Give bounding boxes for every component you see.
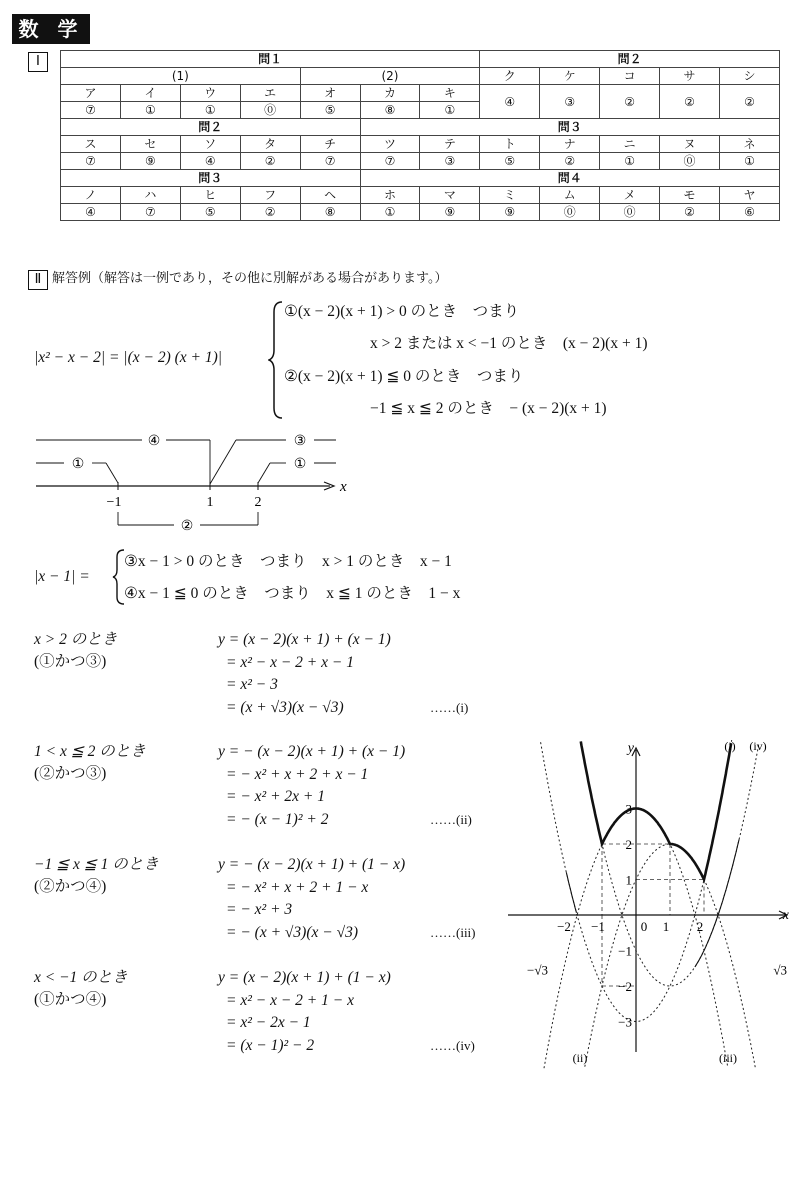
tick-label: 1	[206, 495, 214, 510]
answer-table	[60, 50, 780, 221]
answer-key: ミ	[480, 187, 540, 204]
answer-key: キ	[420, 85, 480, 102]
abs2-lhs: |x − 1| =	[34, 568, 90, 585]
answer-key: ア	[61, 85, 121, 102]
group-header: 問３	[360, 119, 779, 136]
table-row	[61, 68, 780, 85]
case-line: = x² − x − 2 + x − 1	[226, 654, 354, 671]
label-region-2: ②	[180, 519, 194, 534]
page-title: 数 学	[12, 14, 90, 44]
answer-key: ノ	[61, 187, 121, 204]
answer-value: ②	[660, 204, 720, 221]
annotation-pos-sqrt3: √3	[773, 962, 787, 978]
case-line: = (x − 1)² − 2	[226, 1037, 315, 1054]
answer-key: テ	[420, 136, 480, 153]
answer-key: セ	[120, 136, 180, 153]
answer-value: ③	[420, 153, 480, 170]
group-header: 問３	[61, 170, 361, 187]
group-header: 問２	[61, 119, 361, 136]
answer-value: ③	[540, 85, 600, 119]
table-row	[61, 136, 780, 153]
abs2-case3: ③x − 1 > 0 のとき つまり x > 1 のとき x − 1	[124, 553, 452, 570]
abs1-case1: ①(x − 2)(x + 1) > 0 のとき つまり	[284, 303, 520, 320]
answer-key: ソ	[180, 136, 240, 153]
answer-key: メ	[600, 187, 660, 204]
abs2-case4: ④x − 1 ≦ 0 のとき つまり x ≦ 1 のとき 1 − x	[124, 585, 461, 602]
answer-value: ⑨	[120, 153, 180, 170]
answer-key: エ	[240, 85, 300, 102]
case-subcondition: (①かつ③)	[34, 653, 107, 670]
tick-label: 2	[254, 495, 262, 510]
case-line: = (x + √3)(x − √3)	[226, 699, 344, 716]
case-tag: ……(ii)	[430, 812, 472, 827]
x-tick-label: 1	[662, 919, 670, 934]
case-line: y = (x − 2)(x + 1) + (x − 1)	[218, 631, 391, 648]
subgroup-header: (1)	[61, 68, 301, 85]
answer-key: ヘ	[300, 187, 360, 204]
answer-key: チ	[300, 136, 360, 153]
case-line: y = − (x − 2)(x + 1) + (x − 1)	[218, 743, 406, 760]
case-line: = − (x − 1)² + 2	[226, 811, 329, 828]
series-label-ii: (ii)	[572, 1051, 588, 1065]
y-tick-label: −1	[618, 943, 632, 959]
answer-value: ⑦	[120, 204, 180, 221]
answer-key: ト	[480, 136, 540, 153]
abs1-case1-result: x > 2 または x < −1 のとき (x − 2)(x + 1)	[370, 335, 648, 352]
answer-value: ⓪	[240, 102, 300, 119]
tick-label: −1	[106, 495, 122, 510]
answer-key: オ	[300, 85, 360, 102]
case-line: = x² − 2x − 1	[226, 1014, 311, 1031]
series-label-i: (i)	[724, 740, 736, 753]
answer-value: ⑧	[300, 204, 360, 221]
case-line: = − x² + x + 2 + x − 1	[226, 766, 369, 783]
case-line: = − (x + √3)(x − √3)	[226, 924, 359, 941]
answer-value: ⑧	[360, 102, 420, 119]
answer-value: ④	[480, 85, 540, 119]
answer-key: ハ	[120, 187, 180, 204]
answer-value: ②	[719, 85, 779, 119]
table-row	[61, 170, 780, 187]
answer-value: ⑦	[360, 153, 420, 170]
answer-key: コ	[600, 68, 660, 85]
answer-value: ⑦	[61, 102, 121, 119]
answer-key: ス	[61, 136, 121, 153]
answer-value: ④	[180, 153, 240, 170]
answer-key: タ	[240, 136, 300, 153]
case-condition: x < −1 のとき	[34, 969, 128, 986]
abs1-lhs: |x² − x − 2| = |(x − 2) (x + 1)|	[34, 349, 223, 366]
case-line: = − x² + 2x + 1	[226, 788, 325, 805]
section-1-marker: Ⅰ	[28, 52, 48, 72]
answer-key: ネ	[719, 136, 779, 153]
answer-value: ②	[600, 85, 660, 119]
answer-value: ②	[660, 85, 720, 119]
case-condition: −1 ≦ x ≦ 1 のとき	[34, 856, 159, 873]
answer-value: ②	[540, 153, 600, 170]
table-row	[61, 187, 780, 204]
answer-value: ⑨	[420, 204, 480, 221]
answer-value: ⑦	[300, 153, 360, 170]
case-tag: ……(iv)	[430, 1038, 475, 1053]
answer-value: ⓪	[540, 204, 600, 221]
answer-key: ホ	[360, 187, 420, 204]
label-region-4: ④	[147, 434, 161, 449]
answer-key: イ	[120, 85, 180, 102]
answer-value: ①	[180, 102, 240, 119]
answer-value: ⑦	[61, 153, 121, 170]
group-header: 問４	[360, 170, 779, 187]
number-line-diagram	[30, 428, 350, 538]
function-graph	[508, 740, 793, 1070]
branch-line	[566, 872, 576, 913]
answer-key: ウ	[180, 85, 240, 102]
series-line-(iv)	[581, 741, 759, 986]
answer-value: ⑨	[480, 204, 540, 221]
answer-key: フ	[240, 187, 300, 204]
answer-value: ①	[120, 102, 180, 119]
answer-graph-line	[581, 741, 731, 879]
y-tick-label: 2	[625, 837, 632, 852]
x-tick-label: 2	[696, 919, 704, 934]
axis-label: x	[340, 479, 347, 495]
series-label-iii: (iii)	[719, 1051, 737, 1065]
answer-value: ①	[719, 153, 779, 170]
answer-value: ②	[240, 204, 300, 221]
answer-value: ④	[61, 204, 121, 221]
x-axis-label: x	[782, 908, 789, 923]
y-tick-label: 1	[625, 872, 632, 888]
label-region-1-left: ①	[71, 457, 85, 472]
answer-key: ク	[480, 68, 540, 85]
answer-key: ム	[540, 187, 600, 204]
y-tick-label: −2	[618, 979, 632, 994]
case-tag: ……(i)	[430, 700, 469, 715]
table-row	[61, 119, 780, 136]
section-2-marker: Ⅱ	[28, 270, 48, 290]
case-subcondition: (②かつ④)	[34, 878, 107, 895]
branch-line	[695, 839, 739, 967]
answer-key: ナ	[540, 136, 600, 153]
answer-value: ⑤	[480, 153, 540, 170]
brace-1	[268, 300, 284, 420]
answer-key: サ	[660, 68, 720, 85]
answer-value: ①	[360, 204, 420, 221]
case-condition: x > 2 のとき	[34, 631, 118, 648]
series-label-iv: (iv)	[749, 740, 767, 753]
answer-key: ヒ	[180, 187, 240, 204]
answer-value: ⑤	[300, 102, 360, 119]
abs1-case2: ②(x − 2)(x + 1) ≦ 0 のとき つまり	[284, 368, 524, 385]
answer-value: ⓪	[600, 204, 660, 221]
answer-value: ⑤	[180, 204, 240, 221]
x-tick-label: 0	[640, 919, 648, 934]
x-tick-label: −1	[591, 919, 605, 934]
y-tick-label: −3	[618, 1014, 632, 1030]
answer-key: ケ	[540, 68, 600, 85]
y-tick-label: 3	[625, 801, 632, 817]
answer-key: ヤ	[719, 187, 779, 204]
label-region-1-right: ①	[293, 457, 307, 472]
abs1-case2-result: −1 ≦ x ≦ 2 のとき − (x − 2)(x + 1)	[370, 400, 607, 417]
group-header: 問２	[480, 51, 780, 68]
case-subcondition: (②かつ③)	[34, 765, 107, 782]
answer-value: ①	[420, 102, 480, 119]
case-condition: 1 < x ≦ 2 のとき	[34, 743, 146, 760]
case-line: = x² − x − 2 + 1 − x	[226, 992, 354, 1009]
answer-value: ⓪	[660, 153, 720, 170]
section-2-note: 解答例（解答は一例であり，その他に別解がある場合があります。）	[52, 271, 448, 286]
table-row	[61, 204, 780, 221]
answer-key: ツ	[360, 136, 420, 153]
answer-value: ⑥	[719, 204, 779, 221]
label-region-3: ③	[293, 434, 307, 449]
answer-key: カ	[360, 85, 420, 102]
answer-value: ②	[240, 153, 300, 170]
answer-key: シ	[719, 68, 779, 85]
case-line: y = − (x − 2)(x + 1) + (1 − x)	[218, 856, 406, 873]
case-subcondition: (①かつ④)	[34, 991, 107, 1008]
answer-key: モ	[660, 187, 720, 204]
answer-key: ヌ	[660, 136, 720, 153]
annotation-neg-sqrt3: −√3	[527, 962, 548, 978]
case-tag: ……(iii)	[430, 925, 476, 940]
x-tick-label: −2	[557, 919, 571, 934]
case-line: = − x² + 3	[226, 901, 293, 918]
group-header: 問１	[61, 51, 480, 68]
y-axis-label: y	[627, 741, 634, 756]
answer-value: ①	[600, 153, 660, 170]
table-row	[61, 153, 780, 170]
answer-key: マ	[420, 187, 480, 204]
subgroup-header: (2)	[300, 68, 480, 85]
case-line: y = (x − 2)(x + 1) + (1 − x)	[218, 969, 391, 986]
table-row	[61, 85, 780, 102]
case-line: = − x² + x + 2 + 1 − x	[226, 879, 369, 896]
table-row	[61, 51, 780, 68]
answer-key: ニ	[600, 136, 660, 153]
case-line: = x² − 3	[226, 676, 278, 693]
